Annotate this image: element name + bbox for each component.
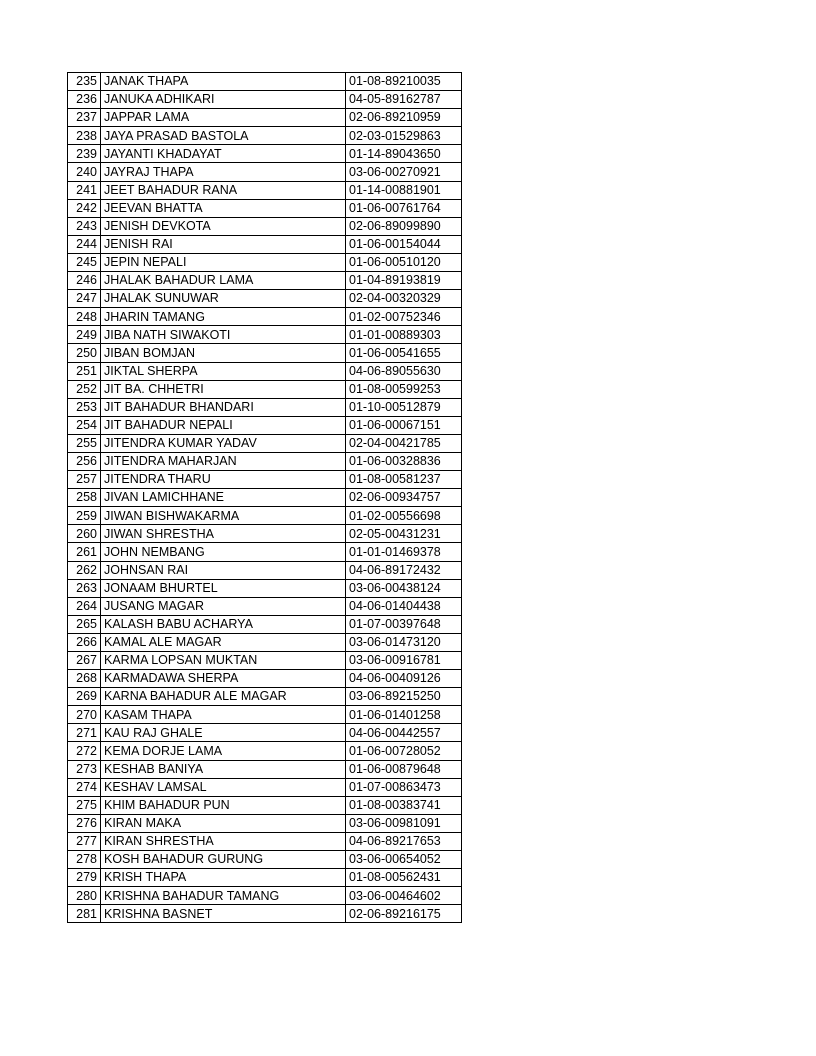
table-row: [68, 905, 462, 923]
roster-table: [67, 72, 462, 923]
table-row: [68, 217, 462, 235]
name-cell: JAPPAR LAMA: [101, 109, 346, 127]
table-row: [68, 181, 462, 199]
row-number-cell: 238: [68, 127, 101, 145]
name-cell: KOSH BAHADUR GURUNG: [101, 851, 346, 869]
id-number-cell: 01-01-01469378: [346, 543, 462, 561]
table-row: [68, 91, 462, 109]
row-number-cell: 247: [68, 290, 101, 308]
name-cell: JITENDRA THARU: [101, 471, 346, 489]
row-number-cell: 253: [68, 398, 101, 416]
row-number-cell: 264: [68, 597, 101, 615]
id-number-cell: 02-06-00934757: [346, 489, 462, 507]
row-number-cell: 257: [68, 471, 101, 489]
table-row: [68, 579, 462, 597]
row-number-cell: 270: [68, 706, 101, 724]
table-row: [68, 489, 462, 507]
row-number-cell: 261: [68, 543, 101, 561]
name-cell: JEPIN NEPALI: [101, 253, 346, 271]
id-number-cell: 02-04-00421785: [346, 434, 462, 452]
id-number-cell: 01-06-00541655: [346, 344, 462, 362]
row-number-cell: 235: [68, 73, 101, 91]
name-cell: KEMA DORJE LAMA: [101, 742, 346, 760]
row-number-cell: 241: [68, 181, 101, 199]
name-cell: KAMAL ALE MAGAR: [101, 633, 346, 651]
row-number-cell: 260: [68, 525, 101, 543]
id-number-cell: 02-03-01529863: [346, 127, 462, 145]
id-number-cell: 01-04-89193819: [346, 272, 462, 290]
name-cell: KIRAN MAKA: [101, 814, 346, 832]
row-number-cell: 255: [68, 434, 101, 452]
table-row: [68, 760, 462, 778]
name-cell: KALASH BABU ACHARYA: [101, 615, 346, 633]
name-cell: JANUKA ADHIKARI: [101, 91, 346, 109]
id-number-cell: 01-10-00512879: [346, 398, 462, 416]
row-number-cell: 259: [68, 507, 101, 525]
table-row: [68, 163, 462, 181]
id-number-cell: 03-06-00981091: [346, 814, 462, 832]
name-cell: JIWAN BISHWAKARMA: [101, 507, 346, 525]
name-cell: JOHNSAN RAI: [101, 561, 346, 579]
table-row: [68, 670, 462, 688]
id-number-cell: 03-06-89215250: [346, 688, 462, 706]
table-row: [68, 398, 462, 416]
table-row: [68, 851, 462, 869]
name-cell: KIRAN SHRESTHA: [101, 832, 346, 850]
name-cell: KRISHNA BASNET: [101, 905, 346, 923]
table-row: [68, 832, 462, 850]
row-number-cell: 248: [68, 308, 101, 326]
table-row: [68, 416, 462, 434]
name-cell: KRISH THAPA: [101, 869, 346, 887]
id-number-cell: 02-05-00431231: [346, 525, 462, 543]
table-row: [68, 543, 462, 561]
name-cell: JITENDRA KUMAR YADAV: [101, 434, 346, 452]
id-number-cell: 01-07-00863473: [346, 778, 462, 796]
name-cell: KESHAB BANIYA: [101, 760, 346, 778]
name-cell: JAYANTI KHADAYAT: [101, 145, 346, 163]
id-number-cell: 01-06-00510120: [346, 253, 462, 271]
id-number-cell: 01-06-00728052: [346, 742, 462, 760]
name-cell: JHARIN TAMANG: [101, 308, 346, 326]
table-row: [68, 688, 462, 706]
table-row: [68, 652, 462, 670]
row-number-cell: 263: [68, 579, 101, 597]
table-row: [68, 235, 462, 253]
id-number-cell: 02-06-89216175: [346, 905, 462, 923]
name-cell: JUSANG MAGAR: [101, 597, 346, 615]
row-number-cell: 244: [68, 235, 101, 253]
table-row: [68, 561, 462, 579]
table-row: [68, 326, 462, 344]
table-row: [68, 199, 462, 217]
table-row: [68, 272, 462, 290]
table-row: [68, 869, 462, 887]
name-cell: KARMA LOPSAN MUKTAN: [101, 652, 346, 670]
table-row: [68, 127, 462, 145]
id-number-cell: 01-07-00397648: [346, 615, 462, 633]
id-number-cell: 01-06-00328836: [346, 452, 462, 470]
row-number-cell: 266: [68, 633, 101, 651]
table-row: [68, 633, 462, 651]
id-number-cell: 01-02-00556698: [346, 507, 462, 525]
id-number-cell: 01-06-00154044: [346, 235, 462, 253]
id-number-cell: 01-08-00599253: [346, 380, 462, 398]
table-row: [68, 471, 462, 489]
row-number-cell: 237: [68, 109, 101, 127]
table-row: [68, 290, 462, 308]
table-row: [68, 73, 462, 91]
id-number-cell: 01-01-00889303: [346, 326, 462, 344]
id-number-cell: 04-06-89217653: [346, 832, 462, 850]
name-cell: KHIM BAHADUR PUN: [101, 796, 346, 814]
row-number-cell: 275: [68, 796, 101, 814]
id-number-cell: 03-06-00654052: [346, 851, 462, 869]
row-number-cell: 258: [68, 489, 101, 507]
name-cell: JIKTAL SHERPA: [101, 362, 346, 380]
table-row: [68, 145, 462, 163]
table-row: [68, 615, 462, 633]
id-number-cell: 04-06-00409126: [346, 670, 462, 688]
id-number-cell: 01-08-89210035: [346, 73, 462, 91]
row-number-cell: 267: [68, 652, 101, 670]
table-row: [68, 887, 462, 905]
row-number-cell: 269: [68, 688, 101, 706]
id-number-cell: 03-06-00270921: [346, 163, 462, 181]
id-number-cell: 01-06-00879648: [346, 760, 462, 778]
row-number-cell: 273: [68, 760, 101, 778]
name-cell: JOHN NEMBANG: [101, 543, 346, 561]
name-cell: JIT BAHADUR NEPALI: [101, 416, 346, 434]
id-number-cell: 01-14-89043650: [346, 145, 462, 163]
row-number-cell: 254: [68, 416, 101, 434]
row-number-cell: 250: [68, 344, 101, 362]
table-row: [68, 452, 462, 470]
id-number-cell: 03-06-01473120: [346, 633, 462, 651]
row-number-cell: 251: [68, 362, 101, 380]
id-number-cell: 01-08-00383741: [346, 796, 462, 814]
row-number-cell: 278: [68, 851, 101, 869]
table-row: [68, 362, 462, 380]
name-cell: KAU RAJ GHALE: [101, 724, 346, 742]
id-number-cell: 03-06-00464602: [346, 887, 462, 905]
table-row: [68, 796, 462, 814]
id-number-cell: 04-06-89055630: [346, 362, 462, 380]
name-cell: JENISH DEVKOTA: [101, 217, 346, 235]
row-number-cell: 242: [68, 199, 101, 217]
table-row: [68, 434, 462, 452]
row-number-cell: 256: [68, 452, 101, 470]
id-number-cell: 01-08-00562431: [346, 869, 462, 887]
row-number-cell: 245: [68, 253, 101, 271]
name-cell: KRISHNA BAHADUR TAMANG: [101, 887, 346, 905]
name-cell: JITENDRA MAHARJAN: [101, 452, 346, 470]
table-row: [68, 724, 462, 742]
name-cell: JIT BAHADUR BHANDARI: [101, 398, 346, 416]
name-cell: JONAAM BHURTEL: [101, 579, 346, 597]
id-number-cell: 02-04-00320329: [346, 290, 462, 308]
name-cell: JANAK THAPA: [101, 73, 346, 91]
id-number-cell: 02-06-89099890: [346, 217, 462, 235]
table-row: [68, 814, 462, 832]
name-cell: KESHAV LAMSAL: [101, 778, 346, 796]
name-cell: JEET BAHADUR RANA: [101, 181, 346, 199]
table-row: [68, 109, 462, 127]
row-number-cell: 262: [68, 561, 101, 579]
id-number-cell: 02-06-89210959: [346, 109, 462, 127]
name-cell: JIVAN LAMICHHANE: [101, 489, 346, 507]
table-row: [68, 253, 462, 271]
id-number-cell: 03-06-00916781: [346, 652, 462, 670]
id-number-cell: 04-05-89162787: [346, 91, 462, 109]
row-number-cell: 280: [68, 887, 101, 905]
table-row: [68, 344, 462, 362]
table-row: [68, 380, 462, 398]
row-number-cell: 243: [68, 217, 101, 235]
table-row: [68, 706, 462, 724]
name-cell: JIBAN BOMJAN: [101, 344, 346, 362]
table-row: [68, 597, 462, 615]
row-number-cell: 277: [68, 832, 101, 850]
id-number-cell: 04-06-89172432: [346, 561, 462, 579]
row-number-cell: 279: [68, 869, 101, 887]
name-cell: JAYRAJ THAPA: [101, 163, 346, 181]
id-number-cell: 01-08-00581237: [346, 471, 462, 489]
id-number-cell: 01-06-01401258: [346, 706, 462, 724]
name-cell: JEEVAN BHATTA: [101, 199, 346, 217]
row-number-cell: 265: [68, 615, 101, 633]
table-row: [68, 525, 462, 543]
row-number-cell: 236: [68, 91, 101, 109]
id-number-cell: 01-06-00761764: [346, 199, 462, 217]
name-cell: KARNA BAHADUR ALE MAGAR: [101, 688, 346, 706]
row-number-cell: 239: [68, 145, 101, 163]
id-number-cell: 01-14-00881901: [346, 181, 462, 199]
table-row: [68, 742, 462, 760]
name-cell: JIT BA. CHHETRI: [101, 380, 346, 398]
roster-table-body: [68, 73, 462, 923]
row-number-cell: 272: [68, 742, 101, 760]
row-number-cell: 271: [68, 724, 101, 742]
id-number-cell: 04-06-00442557: [346, 724, 462, 742]
id-number-cell: 04-06-01404438: [346, 597, 462, 615]
id-number-cell: 03-06-00438124: [346, 579, 462, 597]
id-number-cell: 01-06-00067151: [346, 416, 462, 434]
row-number-cell: 281: [68, 905, 101, 923]
name-cell: JENISH RAI: [101, 235, 346, 253]
name-cell: KASAM THAPA: [101, 706, 346, 724]
row-number-cell: 246: [68, 272, 101, 290]
name-cell: JHALAK BAHADUR LAMA: [101, 272, 346, 290]
row-number-cell: 252: [68, 380, 101, 398]
table-row: [68, 778, 462, 796]
row-number-cell: 276: [68, 814, 101, 832]
name-cell: JHALAK SUNUWAR: [101, 290, 346, 308]
roster-sheet: [67, 72, 461, 923]
table-row: [68, 308, 462, 326]
name-cell: JIWAN SHRESTHA: [101, 525, 346, 543]
row-number-cell: 249: [68, 326, 101, 344]
table-row: [68, 507, 462, 525]
name-cell: KARMADAWA SHERPA: [101, 670, 346, 688]
name-cell: JAYA PRASAD BASTOLA: [101, 127, 346, 145]
row-number-cell: 274: [68, 778, 101, 796]
row-number-cell: 240: [68, 163, 101, 181]
row-number-cell: 268: [68, 670, 101, 688]
name-cell: JIBA NATH SIWAKOTI: [101, 326, 346, 344]
id-number-cell: 01-02-00752346: [346, 308, 462, 326]
